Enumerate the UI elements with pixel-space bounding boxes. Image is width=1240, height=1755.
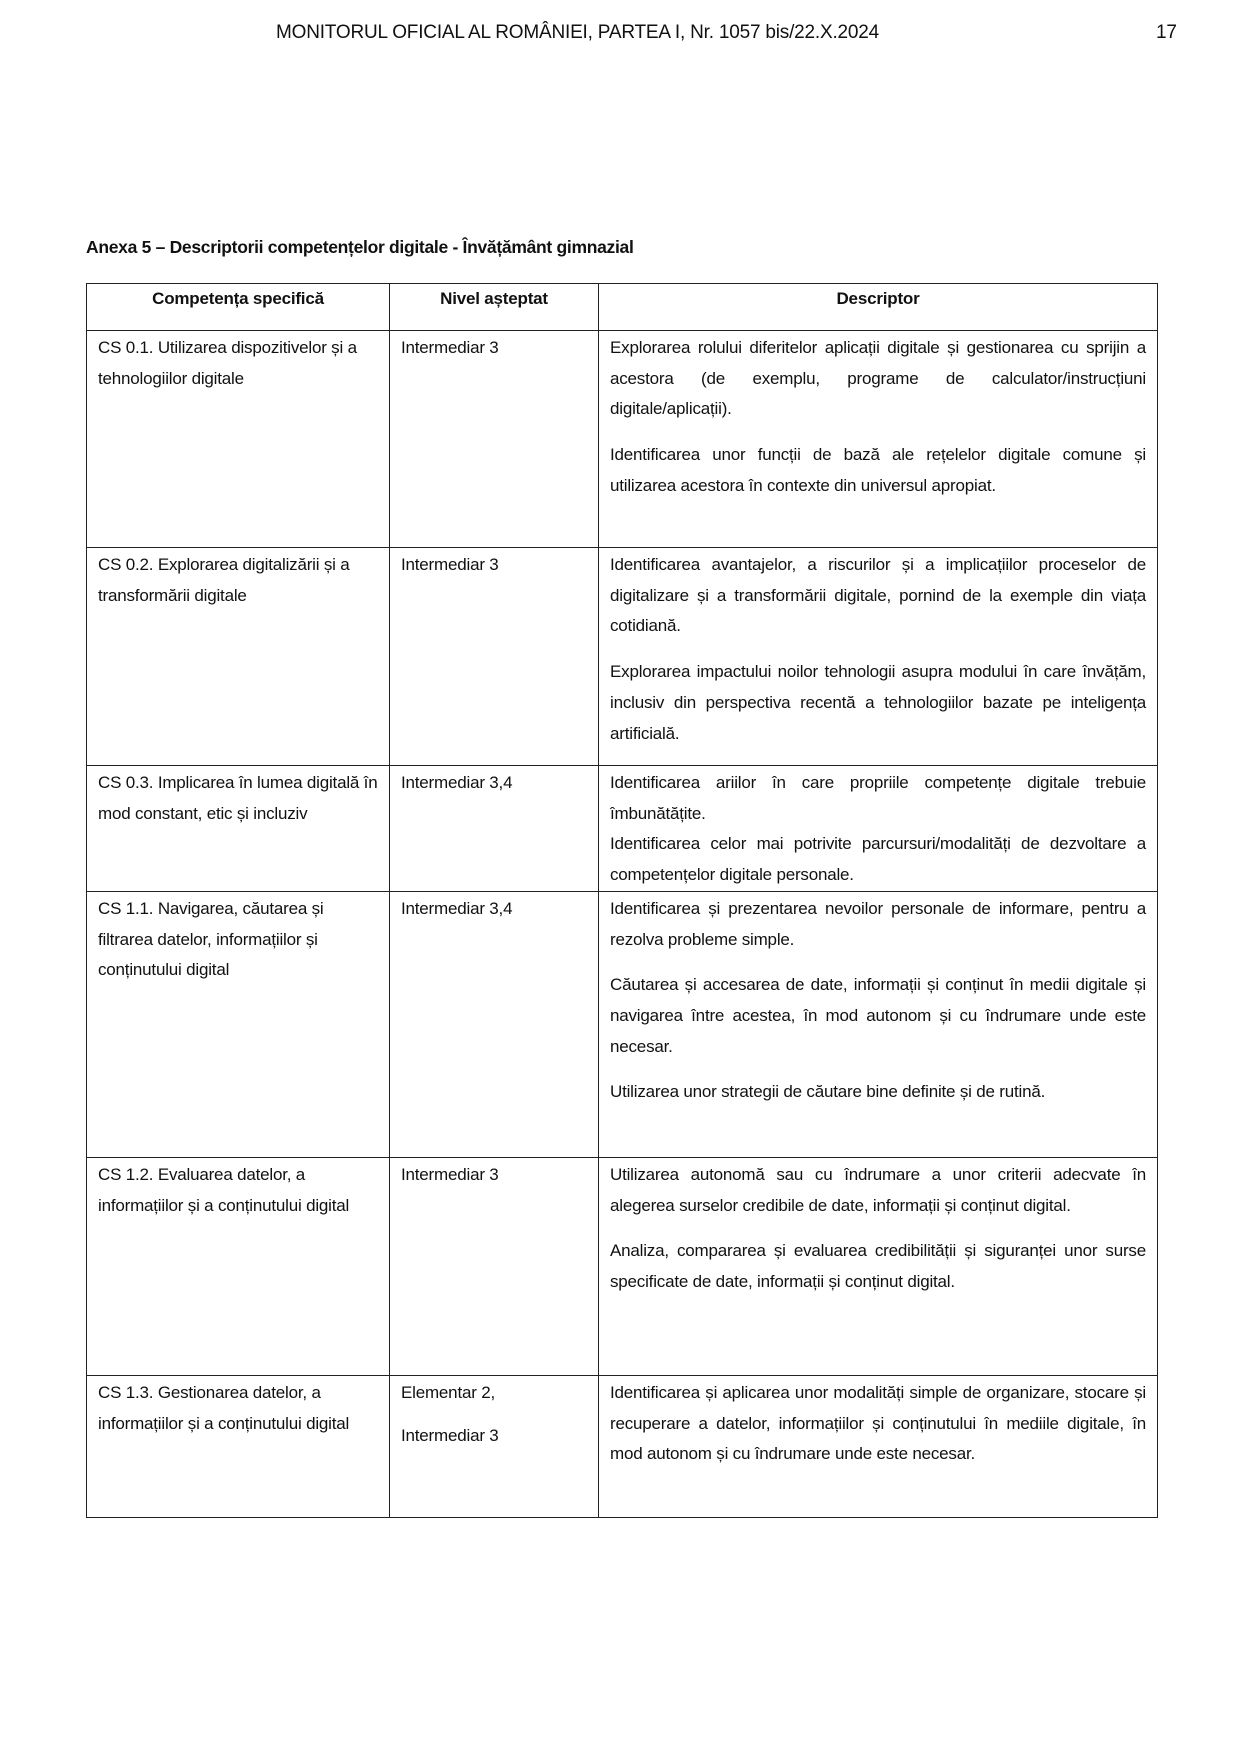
competence-cell: CS 0.3. Implicarea în lumea digitală în mod constant, etic și incluziv [87, 766, 390, 892]
descriptor-paragraph: Utilizarea unor strategii de căutare bine definite și de rutină. [610, 1082, 1046, 1102]
level-text: Intermediar 3 [401, 1425, 499, 1445]
descriptor-paragraph: Analiza, compararea și evaluarea credibilității și siguranței unor surse specificate de date, informații și conținut digital. [610, 1241, 1146, 1291]
level-cell [390, 548, 599, 766]
level-cell [390, 331, 599, 548]
descriptor-paragraph: Explorarea impactului noilor tehnologii asupra modului în care învățăm, inclusiv din perspectiva recentă a tehnologiilor bazate pe inteligența artificială. [610, 662, 1146, 743]
level-text: Intermediar 3 [401, 338, 499, 357]
descriptor-paragraph: Utilizarea autonomă sau cu îndrumare a unor criterii adecvate în alegerea surselor credibile de date, informații și conținut digital. [610, 1164, 1146, 1215]
competence-cell: CS 1.2. Evaluarea datelor, a informațiilor și a conținutului digital [87, 1157, 390, 1375]
table-header-row [87, 284, 1158, 331]
column-header-level: Nivel așteptat [390, 284, 599, 331]
descriptor-paragraph: Explorarea rolului diferitelor aplicații digitale și gestionarea cu sprijin a acestora (de exemplu, programe de calculator/instrucțiuni digitale/aplicații). [610, 338, 1146, 419]
publication-title: MONITORUL OFICIAL AL ROMÂNIEI, PARTEA I, Nr. 1057 bis/22.X.2024 [276, 22, 880, 43]
competence-cell: CS 1.1. Navigarea, căutarea și filtrarea datelor, informațiilor și conținutului digital [87, 891, 390, 1157]
descriptor-paragraph: Identificarea și aplicarea unor modalități simple de organizare, stocare și recuperare a datelor, informațiilor și conținutului în mediile digitale, în mod autonom și cu îndrumare unde este necesar. [610, 1382, 1146, 1464]
level-cell [390, 891, 599, 1157]
table-row [87, 1157, 1158, 1375]
descriptor-cell [599, 548, 1158, 766]
table-row [87, 891, 1158, 1157]
level-text: Elementar 2, [401, 1382, 495, 1402]
column-header-competence: Competența specifică [87, 284, 390, 331]
competence-cell: CS 0.2. Explorarea digitalizării și a transformării digitale [87, 548, 390, 766]
column-header-descriptor: Descriptor [599, 284, 1158, 331]
descriptor-cell [599, 331, 1158, 548]
descriptor-paragraph: Identificarea celor mai potrivite parcursuri/modalități de dezvoltare a competențelor digitale personale. [610, 834, 1146, 885]
descriptor-paragraph: Identificarea avantajelor, a riscurilor și a implicațiilor proceselor de digitalizare și a transformării digitale, pornind de la exemple din viața cotidiană. [610, 555, 1146, 636]
table-row [87, 766, 1158, 892]
level-text: Intermediar 3,4 [401, 898, 513, 918]
level-cell [390, 1375, 599, 1517]
table-row [87, 1375, 1158, 1517]
annex-title: Anexa 5 – Descriptorii competențelor digitale - Învățământ gimnazial [86, 237, 634, 257]
level-text: Intermediar 3 [401, 555, 499, 574]
descriptor-paragraph: Căutarea și accesarea de date, informații și conținut în medii digitale și navigarea între acestea, în mod autonom și cu îndrumare unde este necesar. [610, 975, 1146, 1056]
page-number: 17 [1156, 22, 1177, 43]
level-cell [390, 766, 599, 892]
competence-cell: CS 1.3. Gestionarea datelor, a informațiilor și a conținutului digital [87, 1375, 390, 1517]
descriptor-cell [599, 1375, 1158, 1517]
descriptor-cell [599, 766, 1158, 892]
descriptor-paragraph: Identificarea unor funcții de bază ale rețelelor digitale comune și utilizarea acestora în contexte din universul apropiat. [610, 445, 1146, 495]
table-row [87, 548, 1158, 766]
descriptor-paragraph: Identificarea și prezentarea nevoilor personale de informare, pentru a rezolva probleme simple. [610, 898, 1146, 949]
competence-table [86, 283, 1158, 1518]
descriptor-cell [599, 1157, 1158, 1375]
level-cell [390, 1157, 599, 1375]
level-text: Intermediar 3 [401, 1164, 499, 1184]
competence-cell: CS 0.1. Utilizarea dispozitivelor și a tehnologiilor digitale [87, 331, 390, 548]
level-text: Intermediar 3,4 [401, 773, 513, 792]
descriptor-paragraph: Identificarea ariilor în care propriile competențe digitale trebuie îmbunătățite. [610, 773, 1146, 823]
table-row [87, 331, 1158, 548]
descriptor-cell [599, 891, 1158, 1157]
